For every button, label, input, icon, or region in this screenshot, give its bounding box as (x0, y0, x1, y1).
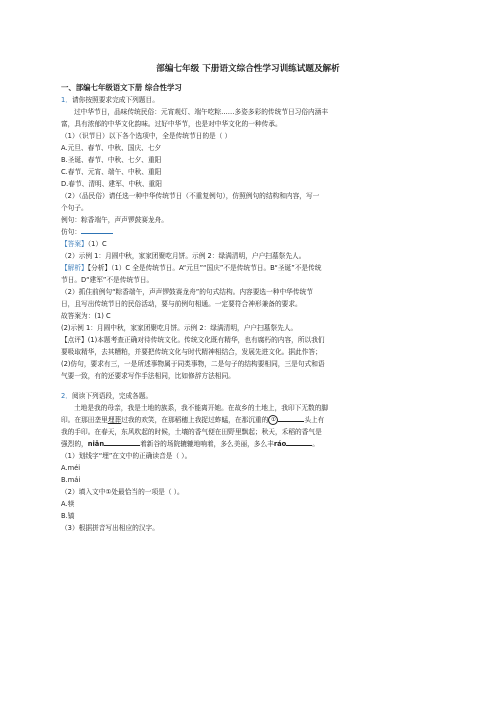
q2-sub2-option-a: A.犊 (61, 500, 75, 508)
q2-sub2-option-b: B.镐 (61, 512, 75, 520)
q1-option-d: D.春节、清明、建军、中秋、重阳 (61, 180, 162, 188)
q2-sub1: （1）划线字“埋”在文中的正确读音是（ ）。 (61, 452, 192, 460)
q2-stem (61, 390, 436, 402)
fill-blank-2 (104, 438, 140, 446)
q2-passage-seg-4: 强烈的， (61, 440, 88, 448)
q1-comment-line-3: (2)仿句，要求有三，一是所述事物属于同类事物，二是句子的结构要相同，三是句式和语 (61, 360, 325, 368)
q1-analysis-line-4: 日，且写出传统节日的民俗活动，要与前例句相通。一定要符合神形兼备的要求。 (61, 300, 302, 308)
q2-passage-line-2 (61, 414, 436, 426)
pinyin-rao: ráo (273, 440, 287, 448)
q1-option-c: C.春节、元宵、端午、中秋、重阳 (61, 168, 162, 176)
q1-reply-line-2: (2)示例 1：月圆中秋，家家团聚吃月饼。示例 2：绿满清明，户户扫墓祭先人。 (61, 324, 298, 332)
q1-imitate-line (61, 226, 436, 238)
document-body (61, 80, 436, 534)
q1-example: 例句：粽香端午，声声锣鼓赛龙舟。 (61, 216, 168, 224)
document-title: 部编七年级 下册语文综合性学习训练试题及解析 (156, 64, 340, 74)
underlined-char: 埋葬 (107, 416, 122, 424)
answer-tag: 【答案】 (61, 240, 88, 248)
q1-comment-line-4: 气要一致，有的还要求写作手法相同，比如修辞方法相同。 (61, 372, 235, 380)
q2-sub3: （3）根据拼音写出相应的汉字。 (61, 524, 159, 532)
q1-analysis-line-3: （2）抓住前例句“粽香端午，声声锣鼓赛龙舟”的句式结构。内容要选一种中华传统节 (61, 288, 313, 296)
section-heading: 一、部编七年级语文下册 综合性学习 (61, 83, 182, 92)
q2-passage-line-4 (61, 438, 436, 450)
q1-stem (61, 94, 436, 106)
q1-comment-line-1: 【点评】(1)本题考查正确对待传统文化。传统文化既有精华，也有腐朽的内容，所以我们 (61, 336, 325, 344)
q1-answer-2: （2）示例 1：月圆中秋，家家团聚吃月饼。示例 2：绿满清明，户户扫墓祭先人。 (61, 252, 306, 260)
blank-marker-1: ① (268, 415, 278, 425)
q1-sub2-line-2: 个句子。 (61, 204, 88, 212)
q2-sub2: （2）填入文中①处最恰当的一项是（ ）。 (61, 488, 184, 496)
q1-answer-value: （1）C (87, 240, 107, 248)
q1-stem-text: 请你按照要求完成下列题目。 (71, 96, 159, 104)
q1-passage-line-2: 富，具有浓郁的中华文化韵味。过好中华节，也是对中华文化的一种传承。 (61, 120, 282, 128)
q2-stem-text: 阅读下列语段，完成各题。 (71, 392, 153, 400)
fill-blank-3 (286, 438, 312, 446)
q2-sub1-option-b: B.mái (61, 476, 81, 484)
q1-imitate-label: 仿句： (61, 228, 82, 236)
q1-number: 1． (61, 96, 72, 104)
q1-option-b: B.圣诞、春节、中秋、七夕、重阳 (61, 156, 162, 164)
q1-sub1: （1）（识节日）以下各个选项中，全是传统节日的是（ ） (61, 132, 232, 140)
q2-passage-seg-3: 头上有 (304, 416, 325, 424)
q1-analysis-line-1 (61, 262, 436, 274)
q2-passage-seg-6: 。 (312, 440, 319, 448)
pinyin-niang: niǎn (87, 440, 105, 448)
q1-sub2-line-1: （2）（品民俗）请任选一种中华传统节日（不重复例句），仿照例句的结构和内容，写一 (61, 192, 320, 200)
analysis-tag: 【解析】 (61, 264, 88, 272)
spacer (61, 382, 436, 390)
q1-passage-line-1: 过中华节日，品味传统民俗：元宵观灯、端午吃粽……多姿多彩的传统节日习俗内涵丰 (74, 108, 329, 116)
q1-analysis-text: 【分析】（1）C 全是传统节日。A“元旦”“国庆”不是传统节日。B“圣诞”不是传统 (87, 264, 322, 272)
q2-passage-seg-5: 着新谷的场院辘辘地响着，多么美丽，多么丰 (140, 440, 274, 448)
q1-analysis-line-2: 节日。D“建军”不是传统节日。 (61, 276, 154, 284)
q1-answer (61, 238, 436, 250)
q2-passage-line-1: 土地是我的母亲，我是土地的族系，我不能离开她。在故乡的土地上，我印下无数的脚 (74, 404, 329, 412)
q1-option-a: A.元旦、春节、中秋、国庆、七夕 (61, 144, 162, 152)
q1-reply-line-1: 故答案为：(1) C (61, 312, 111, 320)
fill-blank-1 (278, 414, 304, 422)
q1-answer-blank (81, 226, 113, 234)
q2-number: 2． (61, 392, 72, 400)
q2-passage-seg-1: 印。在那田垄里 (61, 416, 108, 424)
q2-sub1-option-a: A.méi (61, 464, 81, 472)
q2-passage-line-3: 我的手印。在春天，东风吹起的时候，土壤的香气便在田野里飘起；秋天，禾稻的香气是 (61, 428, 322, 436)
q1-comment-line-2: 要吸取精华，去其糟粕，并要把传统文化与时代精神相结合，发展先进文化。据此作答； (61, 348, 322, 356)
q2-passage-seg-2: 过我的欢笑，在那稻穗上我捉过蚱蜢，在那沉重的 (121, 416, 269, 424)
